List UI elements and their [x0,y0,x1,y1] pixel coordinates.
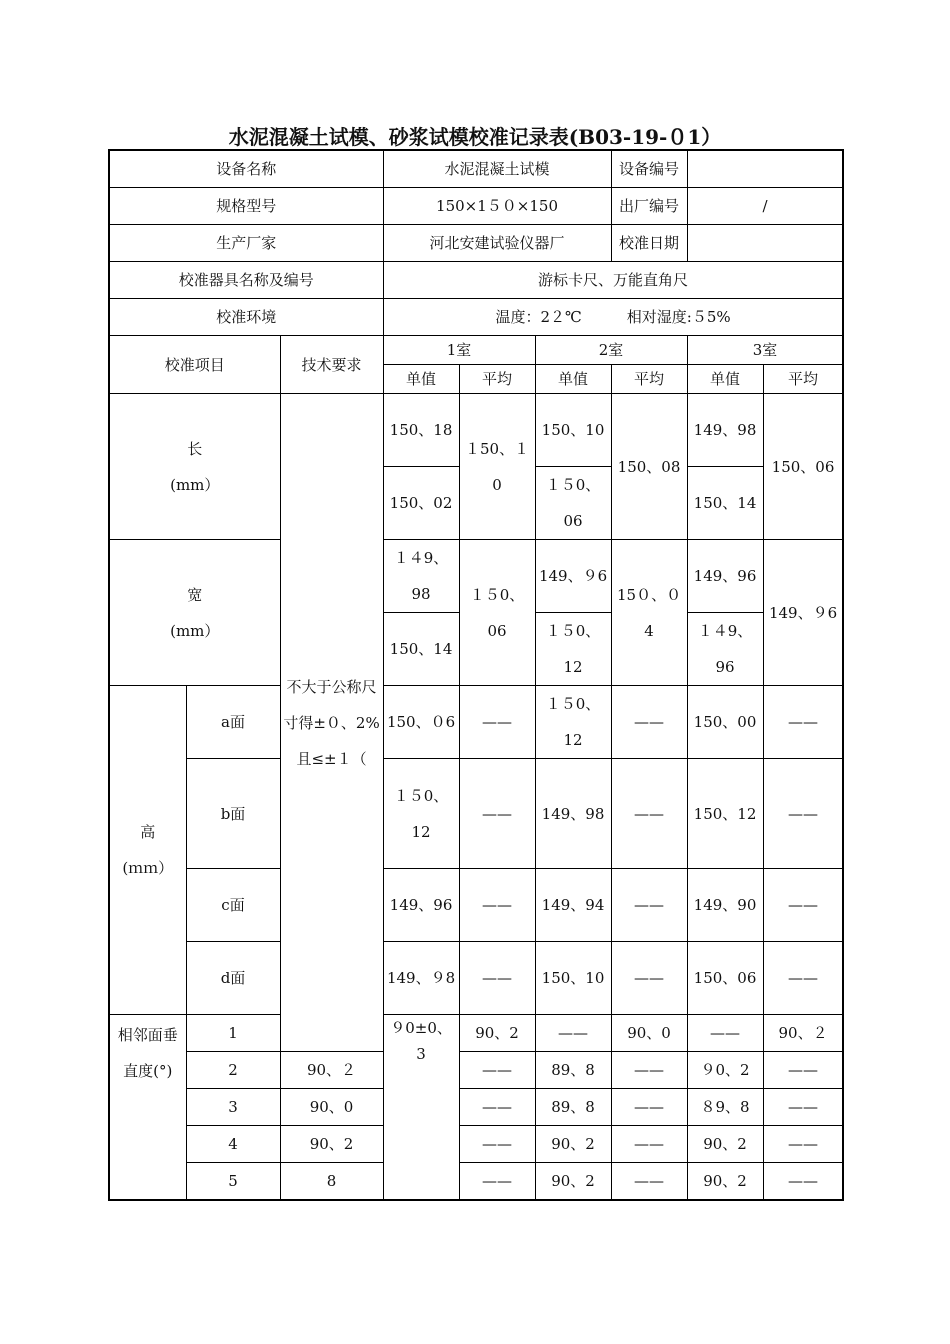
maker: 河北安建试验仪器厂 [383,225,611,262]
height-d-r3-avg: —— [763,942,843,1015]
perp-row-2-r1-avg: —— [459,1052,535,1089]
width-r1-s2: 150、14 [383,613,459,686]
height-a-r1-avg: —— [459,686,535,759]
length-r3-s1: 149、98 [687,394,763,467]
perp-row-3-r2: 89、8 [535,1089,611,1126]
perp-row-4-r3: 90、2 [687,1126,763,1163]
header-req: 技术要求 [280,336,383,394]
header-room3: 3室 [687,336,843,365]
height-label: 高 [140,823,156,841]
calib-date-label: 校准日期 [611,225,687,262]
perp-row-4-r1: 90、2 [280,1126,383,1163]
perp-row-3-r2-avg: —— [611,1089,687,1126]
length-label: 长 [187,439,203,458]
height-b-r2-avg: —— [611,759,687,869]
perp-row-5-r1-avg: —— [459,1163,535,1201]
height-c-r3-avg: —— [763,869,843,942]
width-r1-avg: １５0、06 [459,540,535,686]
perp-row-2-r2: 89、8 [535,1052,611,1089]
height-b-r1-avg: —— [459,759,535,869]
height-a-r2-avg: —— [611,686,687,759]
length-r1-s2: 150、02 [383,467,459,540]
height-a-r3-avg: —— [763,686,843,759]
perp-row-4-r2-avg: —— [611,1126,687,1163]
device-no-label: 设备编号 [611,150,687,188]
height-b-r1: １５0、12 [383,759,459,869]
perp-row-3-r1-avg: —— [459,1089,535,1126]
length-r1-s1: 150、18 [383,394,459,467]
height-label-cell [109,686,186,1015]
device-name: 水泥混凝土试模 [383,150,611,188]
height-c-r2-avg: —— [611,869,687,942]
height-a-r3: 150、00 [687,686,763,759]
length-r2-s2: １５0、06 [535,467,611,540]
height-a-r2: １５0、12 [535,686,611,759]
perp-row-1-r2: 90、0 [611,1015,687,1052]
height-b-label: b面 [186,759,280,869]
width-r2-avg: 15０、０4 [611,540,687,686]
width-r2-s2: １５0、12 [535,613,611,686]
perp-row-1-n: 1 [186,1015,280,1052]
width-r3-s1: 149、96 [687,540,763,613]
page-title: 水泥混凝土试模、砂浆试模校准记录表(B03-19-０1） [228,125,722,149]
perp-row-5-r3: 90、2 [687,1163,763,1201]
header-item: 校准项目 [109,336,280,394]
perp-row-2-r3: ９0、2 [687,1052,763,1089]
perp-row-2-r2-avg: —— [611,1052,687,1089]
width-r3-avg: 149、９6 [763,540,843,686]
perp-row-3-n: 3 [186,1089,280,1126]
width-label: 宽 [187,585,203,604]
perp-row-5-r3-avg: —— [763,1163,843,1201]
perp-row-2-r3-avg: —— [763,1052,843,1089]
device-no [687,150,843,188]
height-c-label: c面 [186,869,280,942]
perp-row-4-n: 4 [186,1126,280,1163]
height-d-r2: 150、10 [535,942,611,1015]
calib-date [687,225,843,262]
header-room1: 1室 [383,336,535,365]
height-d-r2-avg: —— [611,942,687,1015]
length-r2-avg: 150、08 [611,394,687,540]
length-r3-s2: 150、14 [687,467,763,540]
perp-row-1-r1-avg: —— [535,1015,611,1052]
calibration-table [108,149,844,1201]
perp-label: 相邻面垂直度(°) [109,1015,186,1201]
height-a-r1: 150、０6 [383,686,459,759]
tool-label: 校准器具名称及编号 [109,262,383,299]
perp-req: ９0±0、3 [383,1015,459,1201]
perp-row-3-r1: 90、0 [280,1089,383,1126]
perp-row-3-r3-avg: —— [763,1089,843,1126]
height-c-r1: 149、96 [383,869,459,942]
perp-row-1-r3: 90、２ [763,1015,843,1052]
perp-row-5-n: 5 [186,1163,280,1201]
height-c-r3: 149、90 [687,869,763,942]
header-single-3: 单值 [687,365,763,394]
length-r1-avg: １50、１0 [459,394,535,540]
height-d-r3: 150、06 [687,942,763,1015]
env: 温度：2２℃ 相对湿度:５5% [383,299,843,336]
tool: 游标卡尺、万能直角尺 [383,262,843,299]
header-avg-1: 平均 [459,365,535,394]
perp-row-2-r1: 90、２ [280,1052,383,1089]
header-room2: 2室 [535,336,687,365]
height-d-label: d面 [186,942,280,1015]
perp-row-1-r2-avg: —— [687,1015,763,1052]
perp-row-3-r3: ８9、8 [687,1089,763,1126]
width-r1-s1: １４9、98 [383,540,459,613]
height-d-r1: 149、９8 [383,942,459,1015]
height-c-r1-avg: —— [459,869,535,942]
device-name-label: 设备名称 [109,150,383,188]
height-d-r1-avg: —— [459,942,535,1015]
length-r3-avg: 150、06 [763,394,843,540]
width-r3-s2: １４9、96 [687,613,763,686]
requirement: 不大于公称尺寸得±０、2%且≤±１（ [280,394,383,1052]
height-b-r2: 149、98 [535,759,611,869]
perp-row-1-r1: 90、2 [459,1015,535,1052]
height-a-label: a面 [186,686,280,759]
factory-no-label: 出厂编号 [611,188,687,225]
header-avg-3: 平均 [763,365,843,394]
width-r2-s1: 149、９6 [535,540,611,613]
perp-row-4-r2: 90、2 [535,1126,611,1163]
length-unit: (mm） [170,475,220,494]
height-b-r3: 150、12 [687,759,763,869]
length-r2-s1: 150、10 [535,394,611,467]
height-c-r2: 149、94 [535,869,611,942]
env-label: 校准环境 [109,299,383,336]
length-label-cell [109,394,280,540]
factory-no: / [687,188,843,225]
spec: 150×1５０×150 [383,188,611,225]
height-unit: (ｍｍ） [122,859,174,877]
width-unit: (mm） [170,621,220,640]
perp-row-5-r2: 90、2 [535,1163,611,1201]
width-label-cell [109,540,280,686]
header-single-1: 单值 [383,365,459,394]
perp-row-4-r1-avg: —— [459,1126,535,1163]
perp-row-5-r2-avg: —— [611,1163,687,1201]
header-single-2: 单值 [535,365,611,394]
perp-row-4-r3-avg: —— [763,1126,843,1163]
maker-label: 生产厂家 [109,225,383,262]
height-b-r3-avg: —— [763,759,843,869]
perp-row-5-r1: 8 [280,1163,383,1201]
spec-label: 规格型号 [109,188,383,225]
perp-row-2-n: 2 [186,1052,280,1089]
header-avg-2: 平均 [611,365,687,394]
